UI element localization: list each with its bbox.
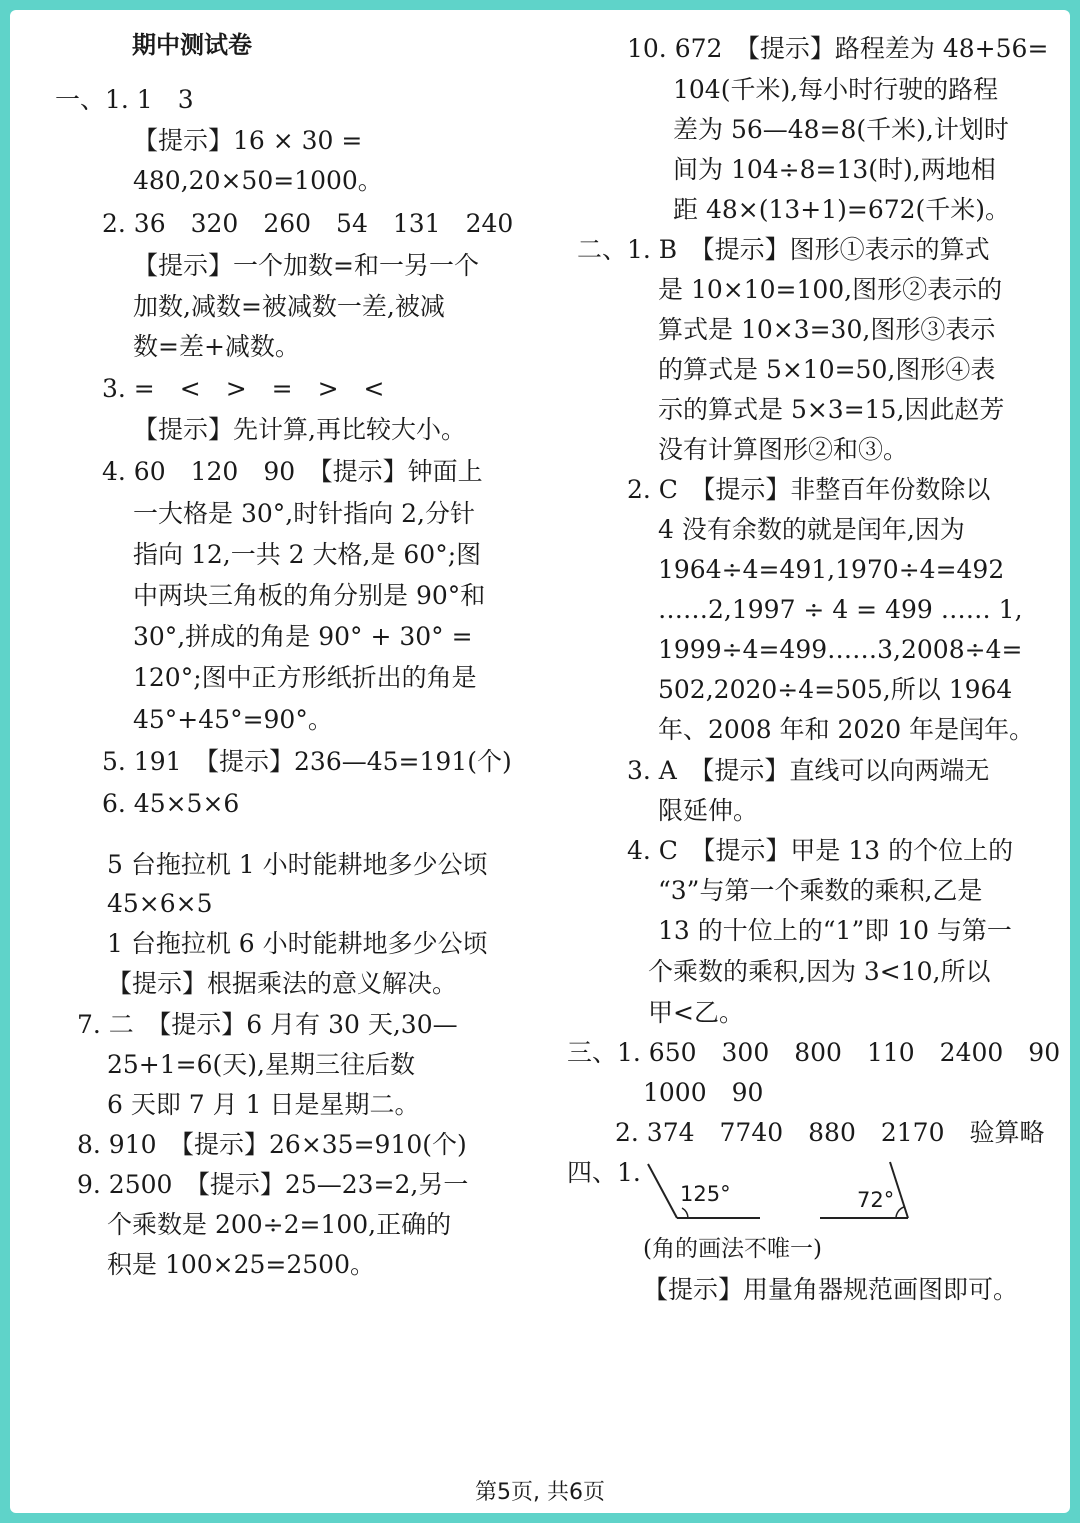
answer-line: 10. 672 【提示】路程差为 48+56= xyxy=(627,34,1049,63)
answer-line: 5. 191 【提示】236—45=191(个) xyxy=(102,747,512,776)
answer-line: 加数,减数=被减数一差,被减 xyxy=(133,292,445,321)
answer-line: 个乘数是 200÷2=100,正确的 xyxy=(107,1210,452,1239)
angle-label-125: 125° xyxy=(680,1182,731,1206)
answer-line: 3. = < > = > < xyxy=(102,374,385,403)
answer-line: 限延伸。 xyxy=(658,796,759,825)
answer-line: 120°;图中正方形纸折出的角是 xyxy=(133,663,477,692)
answer-line: 【提示】一个加数=和一另一个 xyxy=(133,251,479,280)
answer-line: 【提示】先计算,再比较大小。 xyxy=(133,415,466,444)
answer-line: 1964÷4=491,1970÷4=492 xyxy=(658,555,1005,584)
answer-line: (角的画法不唯一) xyxy=(643,1236,822,1262)
answer-line: 3. A 【提示】直线可以向两端无 xyxy=(627,756,990,785)
answer-line: 9. 2500 【提示】25—23=2,另一 xyxy=(77,1170,469,1199)
answer-line: 4 没有余数的就是闰年,因为 xyxy=(658,515,965,544)
answer-line: 13 的十位上的“1”即 10 与第一 xyxy=(658,916,1012,945)
answer-line: 【提示】根据乘法的意义解决。 xyxy=(107,969,458,998)
answer-line: 4. 60 120 90 【提示】钟面上 xyxy=(102,457,483,486)
answer-line: 年、2008 年和 2020 年是闰年。 xyxy=(658,715,1035,744)
answer-line: 502,2020÷4=505,所以 1964 xyxy=(658,675,1013,704)
page-title: 期中测试卷 xyxy=(132,31,252,59)
answer-line: 数=差+减数。 xyxy=(133,332,300,361)
answer-line: 5 台拖拉机 1 小时能耕地多少公顷 xyxy=(107,850,488,879)
page-footer: 第5页, 共6页 xyxy=(475,1480,605,1505)
answer-line: 8. 910 【提示】26×35=910(个) xyxy=(77,1130,467,1159)
answer-line: 2. 374 7740 880 2170 验算略 xyxy=(615,1118,1045,1147)
answer-line: 甲<乙。 xyxy=(648,998,744,1027)
answer-line: 2. C 【提示】非整百年份数除以 xyxy=(627,475,991,504)
answer-line: 差为 56—48=8(千米),计划时 xyxy=(673,115,1009,144)
answer-line: 480,20×50=1000。 xyxy=(133,166,383,195)
answer-line: 间为 104÷8=13(时),两地相 xyxy=(673,155,996,184)
answer-line: “3”与第一个乘数的乘积,乙是 xyxy=(658,876,983,905)
answer-line: 四、1. xyxy=(567,1158,641,1187)
answer-line: 30°,拼成的角是 90° + 30° = xyxy=(133,622,473,651)
answer-line: 6 天即 7 月 1 日是星期二。 xyxy=(107,1090,420,1119)
answer-line: 三、1. 650 300 800 110 2400 90 xyxy=(567,1038,1061,1067)
answer-line: 个乘数的乘积,因为 3<10,所以 xyxy=(648,957,991,986)
answer-line: 【提示】16 × 30 = xyxy=(133,126,363,155)
answer-line: 【提示】用量角器规范画图即可。 xyxy=(643,1275,1019,1304)
answer-line: 没有计算图形②和③。 xyxy=(658,435,909,464)
answer-line: 一大格是 30°,时针指向 2,分针 xyxy=(133,499,476,528)
answer-line: 中两块三角板的角分别是 90°和 xyxy=(133,581,486,610)
answer-line: 1000 90 xyxy=(643,1078,764,1107)
answer-line: 距 48×(13+1)=672(千米)。 xyxy=(673,195,1011,224)
answer-line: 1999÷4=499……3,2008÷4= xyxy=(658,635,1023,664)
answer-line: 是 10×10=100,图形②表示的 xyxy=(658,275,1003,304)
answer-line: 45°+45°=90°。 xyxy=(133,705,333,734)
answer-line: 104(千米),每小时行驶的路程 xyxy=(673,75,999,104)
answer-line: 45×6×5 xyxy=(107,889,213,918)
answer-line: 示的算式是 5×3=15,因此赵芳 xyxy=(658,395,1005,424)
page xyxy=(10,10,1070,1513)
angle-label-72: 72° xyxy=(857,1188,895,1212)
answer-line: 一、1. 1 3 xyxy=(55,85,194,114)
answer-line: 2. 36 320 260 54 131 240 xyxy=(102,209,514,238)
answer-line: 25+1=6(天),星期三往后数 xyxy=(107,1050,415,1079)
answer-line: 算式是 10×3=30,图形③表示 xyxy=(658,315,996,344)
answer-line: 1 台拖拉机 6 小时能耕地多少公顷 xyxy=(107,929,488,958)
answer-line: 积是 100×25=2500。 xyxy=(107,1250,375,1279)
answer-line: 指向 12,一共 2 大格,是 60°;图 xyxy=(133,540,482,569)
answer-line: 4. C 【提示】甲是 13 的个位上的 xyxy=(627,836,1014,865)
answer-line: 6. 45×5×6 xyxy=(102,789,240,818)
answer-line: ……2,1997 ÷ 4 = 499 …… 1, xyxy=(658,595,1023,624)
answer-line: 7. 二 【提示】6 月有 30 天,30— xyxy=(77,1010,458,1039)
answer-line: 的算式是 5×10=50,图形④表 xyxy=(658,355,996,384)
answer-line: 二、1. B 【提示】图形①表示的算式 xyxy=(577,235,990,264)
